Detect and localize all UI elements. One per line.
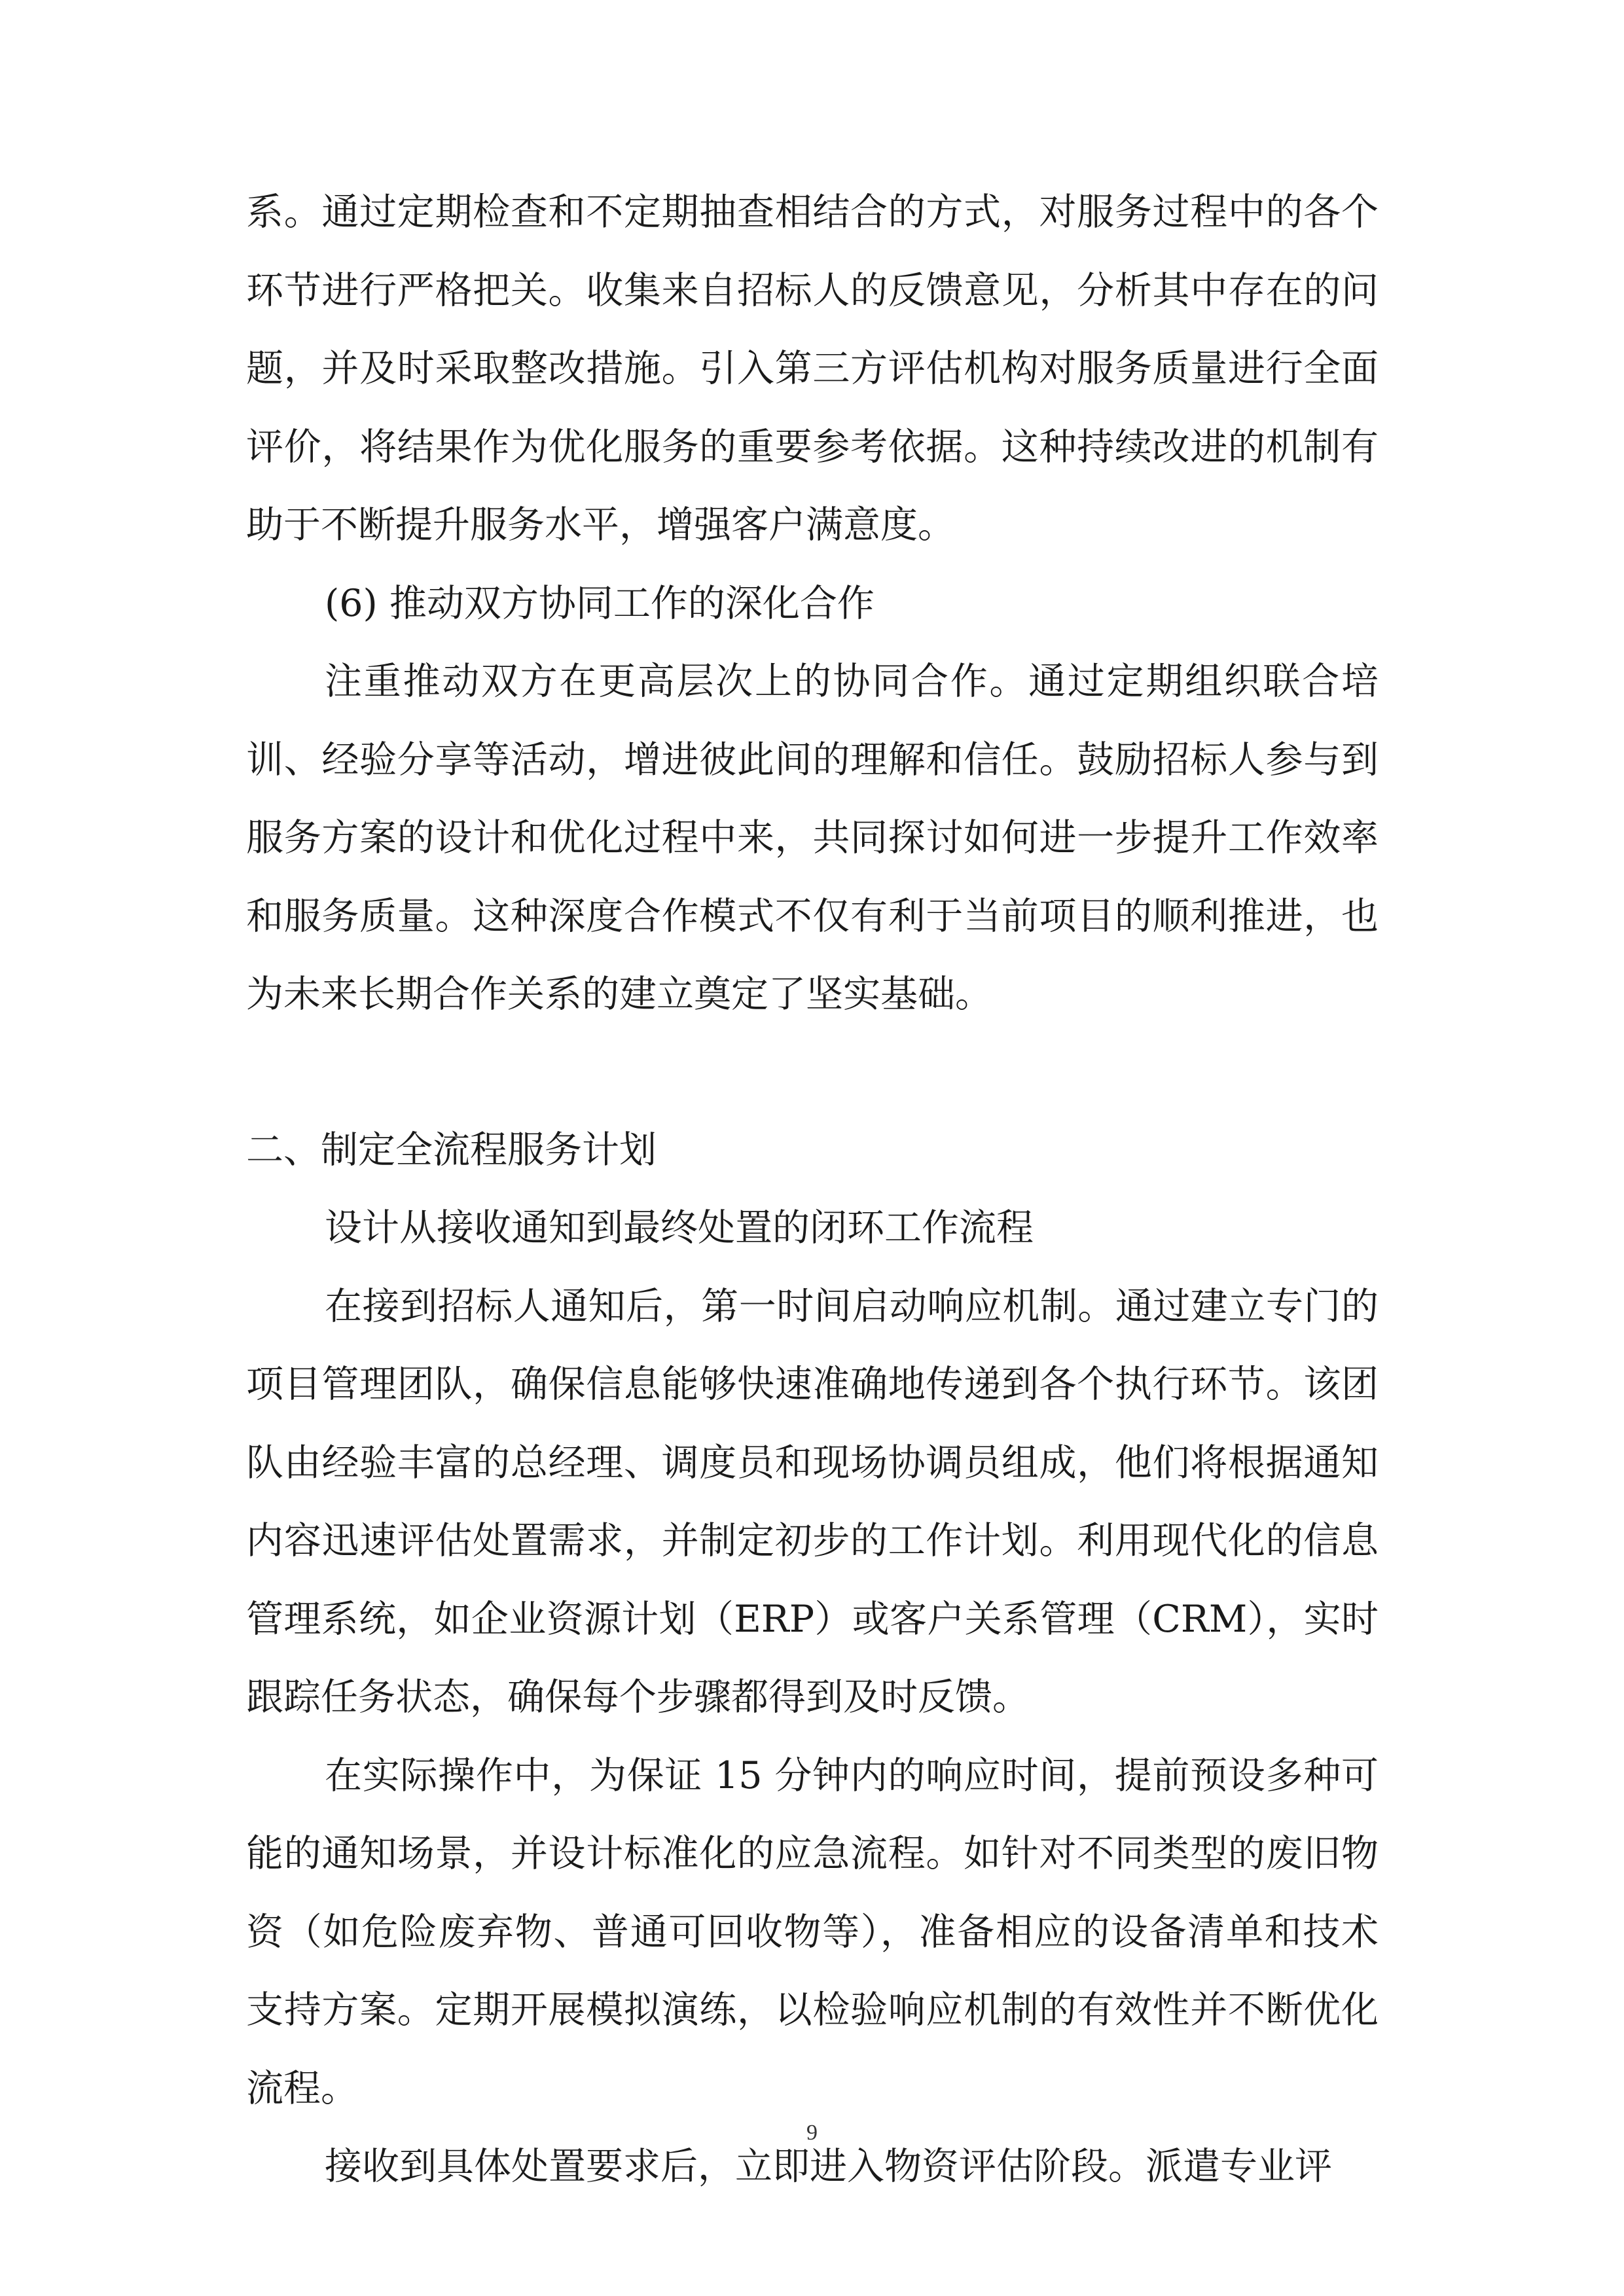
paragraph-assessment: 接收到具体处置要求后，立即进入物资评估阶段。派遣专业评 xyxy=(325,2145,1332,2188)
page-number: 9 xyxy=(806,2121,818,2145)
paragraph-quality-improvement: 系。通过定期检查和不定期抽查相结合的方式，对服务过程中的各个环节进行严格把关。收集来自招标人的反馈意见，分析其中存在的问题，并及时采取整改措施。引入第三方评估机构对服务质量进行全面评价，将结果作为优化服务的重要参考依据。这种持续改进的机制有助于不断提升服务水平，增强客户满意度。 xyxy=(246,190,1379,547)
body-text xyxy=(246,173,1379,2206)
paragraph-collaboration: 注重推动双方在更高层次上的协同合作。通过定期组织联合培训、经验分享等活动，增进彼此间的理解和信任。鼓励招标人参与到服务方案的设计和优化过程中来，共同探讨如何进一步提升工作效率和服务质量。这种深度合作模式不仅有利于当前项目的顺利推进，也为未来长期合作关系的建立奠定了坚实基础。 xyxy=(246,660,1379,1016)
section-heading-service-plan: 二、制定全流程服务计划 xyxy=(246,1128,657,1172)
paragraph-response-mechanism: 在接到招标人通知后，第一时间启动响应机制。通过建立专门的项目管理团队，确保信息能够快速准确地传递到各个执行环节。该团队由经验丰富的总经理、调度员和现场协调员组成，他们将根据通知内容迅速评估处置需求，并制定初步的工作计划。利用现代化的信息管理系统，如企业资源计划（ERP）或客户关系管理（CRM），实时跟踪任务状态，确保每个步骤都得到及时反馈。 xyxy=(246,1284,1379,1719)
paragraph-emergency-process: 在实际操作中，为保证 15 分钟内的响应时间，提前预设多种可能的通知场景，并设计标准化的应急流程。如针对不同类型的废旧物资（如危险废弃物、普通可回收物等），准备相应的设备清单和技术支持方案。定期开展模拟演练，以检验响应机制的有效性并不断优化流程。 xyxy=(246,1753,1379,2110)
subheading-collaboration: (6) 推动双方协同工作的深化合作 xyxy=(325,581,875,625)
subheading-closed-loop-workflow: 设计从接收通知到最终处置的闭环工作流程 xyxy=(325,1206,1034,1249)
